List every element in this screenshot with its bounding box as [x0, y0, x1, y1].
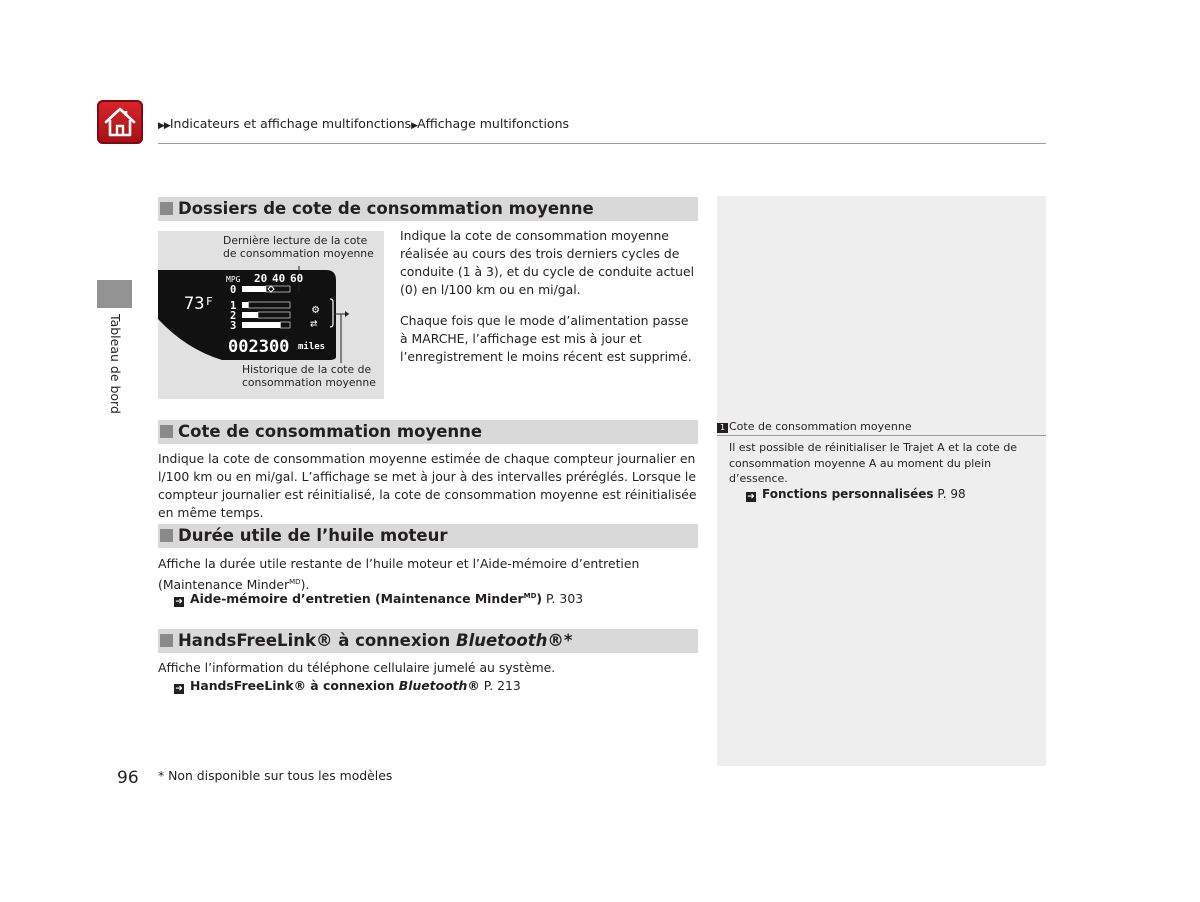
breadcrumb [158, 116, 569, 131]
header-divider [158, 143, 1046, 144]
reference-title-suffix: ® [467, 678, 480, 693]
display-temperature: 73 [184, 294, 205, 314]
callout-top-line1: Dernière lecture de la cote [223, 234, 368, 247]
note-text: Il est possible de réinitialiser le Trajet A et la cote de consommation moyenne A au moment du plein d’essence. [729, 441, 1018, 485]
reference-page: P. 213 [483, 678, 521, 693]
breadcrumb-arrow-icon: ▶▶ [158, 121, 170, 131]
note-body [729, 440, 1039, 502]
display-odometer-unit: miles [298, 342, 326, 352]
section-3-trademark: MD [289, 578, 301, 586]
section-4-paragraph: Affiche l’information du téléphone cellulaire jumelé au système. [158, 660, 556, 675]
note-reference-title: Fonctions personnalisées [762, 486, 934, 501]
display-bar [242, 312, 258, 318]
display-row-label: 0 [230, 284, 237, 296]
reference-arrow-icon: ➜ [175, 597, 183, 607]
display-scale-tick: 40 [272, 272, 286, 285]
callout-bottom-line2: consommation moyenne [242, 376, 376, 389]
section-square-icon [160, 425, 173, 438]
section-3-paragraph [158, 555, 698, 594]
display-odometer: 002300 [228, 337, 290, 357]
footnote: * Non disponible sur tous les modèles [158, 768, 393, 783]
page-number: 96 [117, 768, 139, 788]
section-square-icon [160, 202, 173, 215]
reference-title: Aide-mémoire d’entretien (Maintenance Minder [190, 591, 524, 606]
reference-page: P. 303 [546, 591, 584, 606]
section-header-average-fuel [158, 420, 698, 444]
reference-arrow-icon: ➜ [747, 491, 755, 502]
note-divider [717, 435, 1046, 436]
reference-title-italic: Bluetooth [398, 678, 468, 693]
note-title [717, 420, 912, 433]
section-square-icon [160, 634, 173, 647]
display-temp-unit: F [206, 295, 213, 308]
breadcrumb-current[interactable]: Affichage multifonctions [417, 116, 569, 131]
section-header-oil-life [158, 524, 698, 548]
house-icon [103, 105, 137, 139]
reference-trademark: MD [523, 591, 537, 600]
section-title: Dossiers de cote de consommation moyenne [178, 199, 594, 218]
home-icon[interactable] [97, 100, 143, 144]
display-scale-tick: 60 [290, 272, 304, 285]
breadcrumb-link-indicators[interactable]: Indicateurs et affichage multifonctions [169, 116, 412, 131]
callout-top-line2: de consommation moyenne [223, 247, 374, 260]
section-3-text: Affiche la durée utile restante de l’huile moteur et l’Aide-mémoire d’entretien (Maintenance Minder [158, 556, 640, 593]
display-oil-icon: ⚙ [312, 302, 320, 316]
display-row-label: 2 [230, 310, 237, 322]
dashboard-figure [158, 231, 384, 399]
section-3-text-end: ). [300, 577, 310, 593]
reference-close: ) [536, 591, 543, 606]
section-1-paragraph-1: Indique la cote de consommation moyenne réalisée au cours des trois derniers cycles de conduite (1 à 3), et du cycle de conduite actuel (0) en l/100 km ou en mi/gal. [400, 228, 695, 297]
section-header-records [158, 197, 698, 221]
section-title: Durée utile de l’huile moteur [178, 526, 448, 545]
display-row-label: 3 [230, 320, 237, 332]
reference-arrow-icon: ➜ [175, 684, 183, 694]
section-title [178, 631, 573, 650]
reference-title: HandsFreeLink® à connexion [190, 678, 399, 693]
display-eco-icon: ⇄ [310, 316, 318, 330]
display-bar [242, 286, 266, 292]
section-2-paragraph: Indique la cote de consommation moyenne estimée de chaque compteur journalier en l/100 km ou en mi/gal. L’affichage se met à jour à des intervalles préréglés. Lorsque le compteur journalier est réinitialisé, la cote de consommation moyenne est réinitialisée en même temps. [158, 451, 697, 520]
reference-maintenance-minder[interactable] [174, 591, 583, 607]
display-bar [242, 322, 280, 328]
section-title-italic: Bluetooth [456, 631, 548, 650]
section-1-paragraph-2: Chaque fois que le mode d’alimentation passe à MARCHE, l’affichage est mis à jour et l’enregistrement le moins récent est supprimé. [400, 313, 692, 364]
note-reference-page: P. 98 [937, 486, 966, 501]
display-row-label: 1 [230, 300, 237, 312]
note-title-text: Cote de consommation moyenne [729, 420, 912, 433]
display-bar [242, 302, 248, 308]
note-marker-icon: 1 [717, 423, 728, 433]
section-square-icon [160, 529, 173, 542]
chapter-tab-marker[interactable] [97, 280, 132, 308]
section-header-handsfreelink [158, 629, 698, 653]
section-title: Cote de consommation moyenne [178, 422, 483, 441]
note-reference[interactable] [746, 487, 1039, 503]
reference-handsfreelink[interactable] [174, 678, 521, 694]
section-title-prefix: HandsFreeLink® à connexion [178, 631, 456, 650]
callout-bottom-line1: Historique de la cote de [242, 363, 372, 376]
display-scale-tick: 20 [254, 272, 268, 285]
section-title-suffix: ®* [547, 631, 573, 650]
chapter-tab-label: Tableau de bord [108, 314, 123, 414]
breadcrumb-arrow-icon: ▶ [411, 121, 418, 131]
display-unit-label: MPG [226, 275, 241, 284]
